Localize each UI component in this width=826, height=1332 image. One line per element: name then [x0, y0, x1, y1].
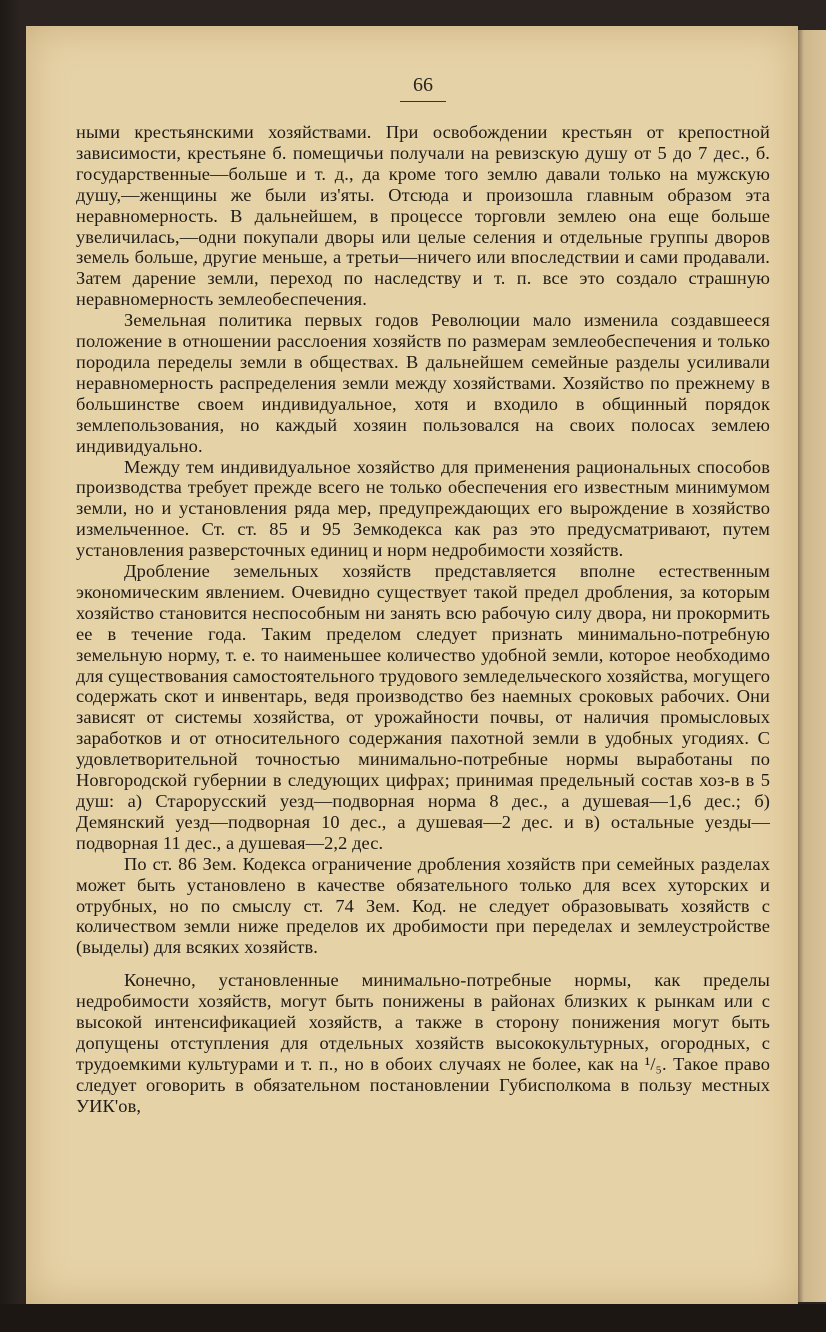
page-text — [76, 122, 770, 1117]
paragraph: Земельная политика первых годов Революции мало изменила создавшееся положение в отношении расслоения хозяйств по размерам землеобеспечения и только породила переделы земли в обществах. В дальнейшем семейные разделы усиливали неравномерность распределения земли между хозяйствами. Хозяйство по прежнему в большинстве своем индивидуальное, хотя и входило в общинный порядок землепользования, но каждый хозяин пользовался на своих полосах землею индивидуально. — [76, 310, 770, 456]
next-page-edge — [798, 30, 826, 1302]
scan-background — [0, 1304, 826, 1332]
paragraph: Дробление земельных хозяйств представляется вполне естественным экономическим явлением. Очевидно существует такой предел дробления, за которым хозяйство становится неспособным ни занять всю рабочую силу двора, ни прокормить ее в течение года. Таким пределом следует признать минимально-потребную земельную норму, т. е. то наименьшее количество удобной земли, которое необходимо для существования самостоятельного трудового земледельческого хозяйства, могущего содержать скот и инвентарь, ведя производство без наемных сроковых рабочих. Они зависят от системы хозяйства, от урожайности почвы, от наличия промысловых заработков и от относительного содержания пахотной земли в удобных угодиях. С удовлетворительной точностью минимально-потребные нормы выработаны по Новгородской губернии в следующих цифрах; принимая предельный состав хоз-в в 5 душ: а) Старорусский уезд—подворная норма 8 дес., а душевая—1,6 дес.; б) Демянский уезд—подворная 10 дес., а душевая—2 дес. и в) остальные уезды—подворная 11 дес., а душевая—2,2 дес. — [76, 561, 770, 853]
paragraph: Между тем индивидуальное хозяйство для применения рациональных способов производства требует прежде всего не только обеспечения его известным минимумом земли, но и установления ряда мер, предупреждающих его вырождение в хозяйство измельченное. Ст. ст. 85 и 95 Земкодекса как раз это предусматривают, путем установления разверсточных единиц и норм недробимости хозяйств. — [76, 456, 770, 561]
paragraph: ными крестьянскими хозяйствами. При освобождении крестьян от крепостной зависимости, крестьяне б. помещичьи получали на ревизскую душу от 5 до 7 дес., б. государственные—больше и т. д., да кроме того землю давали только на мужскую душу,—женщины же были из'яты. Отсюда и произошла главным образом эта неравномерность. В дальнейшем, в процессе торговли землею она еще больше увеличилась,—одни покупали дворы или целые селения и отдельные группы дворов земель больше, другие меньше, а третьи—ничего или впоследствии и сами продавали. Затем дарение земли, переход по наследству и т. п. все это создало страшную неравномерность землеобеспечения. — [76, 122, 770, 310]
paragraph: По ст. 86 Зем. Кодекса ограничение дробления хозяйств при семейных разделах может быть установлено в качестве обязательного только для всех хуторских и отрубных, но по смыслу ст. 74 Зем. Код. не следует образовывать хозяйств с количеством земли ниже пределов их дробимости при переделах и землеустройстве (выделы) для всяких хозяйств. — [76, 853, 770, 958]
page-number: 66 — [400, 74, 446, 102]
paragraph: Конечно, установленные минимально-потребные нормы, как пределы недробимости хозяйств, могут быть понижены в районах близких к рынкам или с высокой интенсификацией хозяйств, а также в сторону понижения могут быть допущены отступления для отдельных хозяйств высококультурных, огородных, с трудоемкими культурами и т. п., но в обоих случаях не более, как на ¹/₅. Такое право следует оговорить в обязательном постановлении Губисполкома в пользу местных УИК'ов, — [76, 970, 770, 1116]
